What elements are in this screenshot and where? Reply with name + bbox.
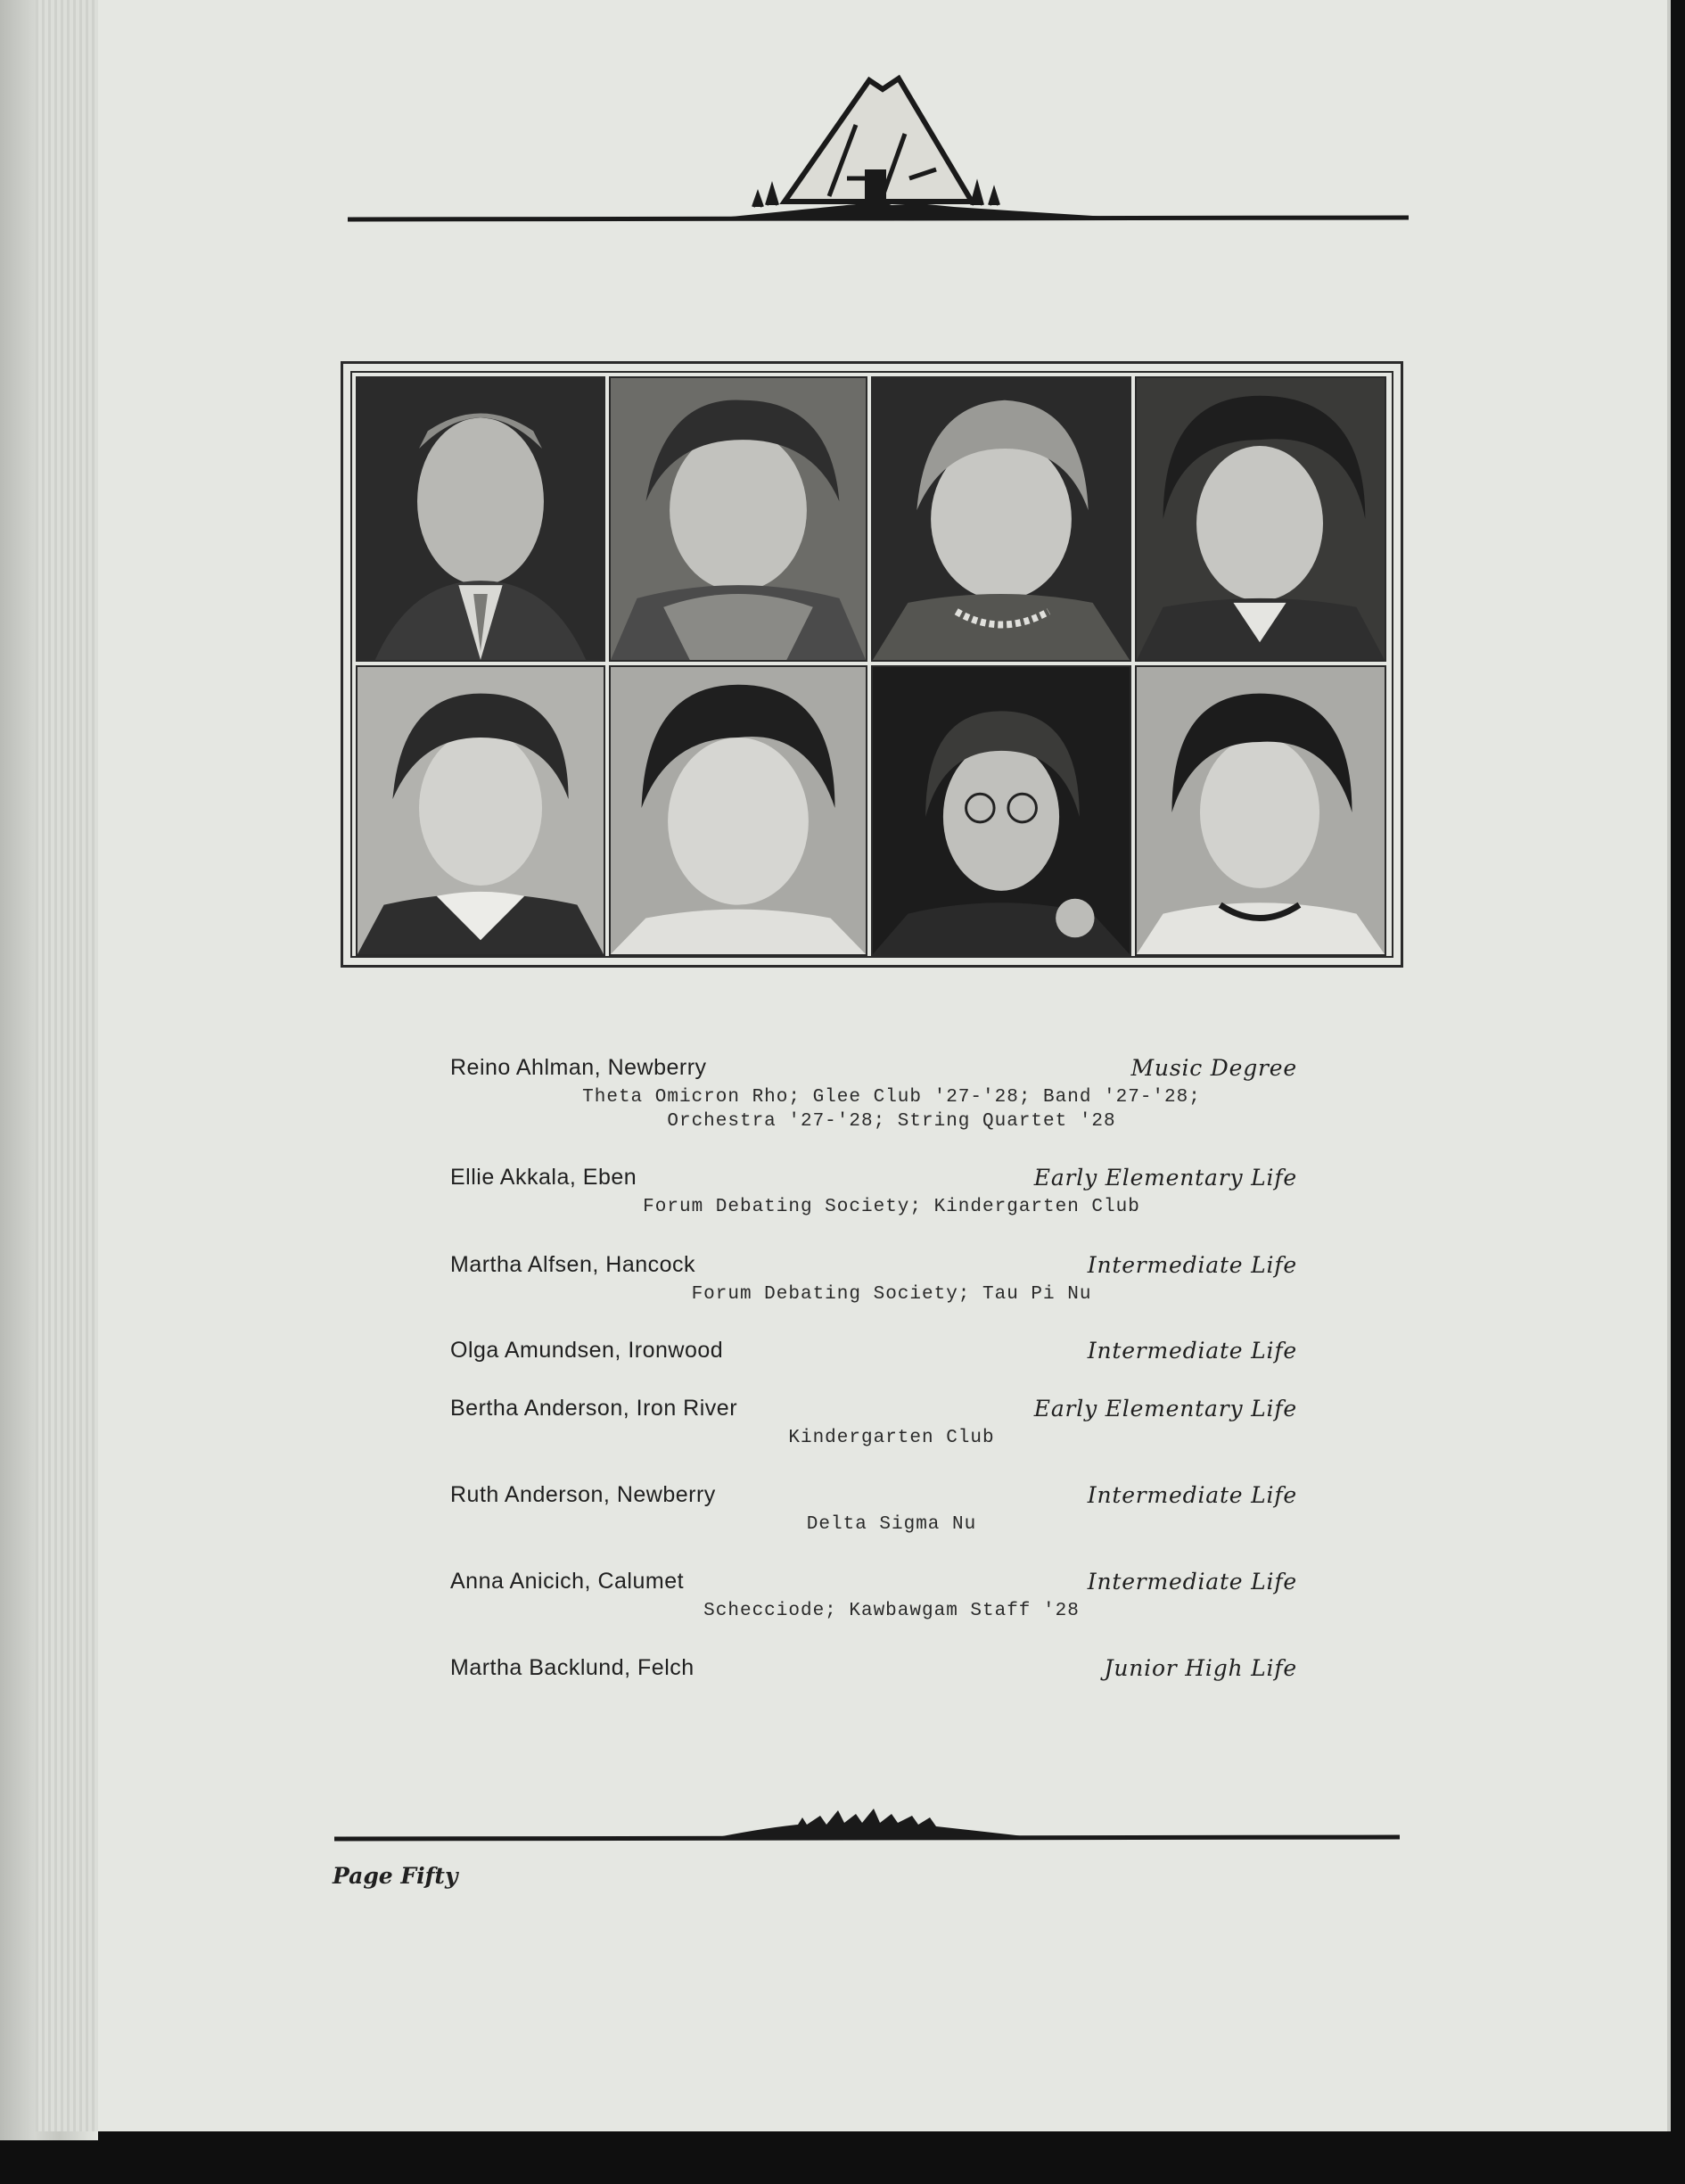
degree-label: Intermediate Life: [1087, 1482, 1297, 1508]
degree-label: Intermediate Life: [1087, 1569, 1297, 1595]
activities-line: Orchestra '27-'28; String Quartet '28: [667, 1111, 1116, 1132]
activities-line: Delta Sigma Nu: [806, 1514, 977, 1535]
entry-reino-ahlman: [450, 1055, 1297, 1133]
degree-label: Intermediate Life: [1087, 1252, 1297, 1278]
portrait-martha-alfsen: [871, 376, 1131, 662]
student-name-hometown: Bertha Anderson, Iron River: [450, 1396, 738, 1421]
entry-ellie-akkala: [450, 1165, 1297, 1219]
portrait-ruth-anderson: [609, 665, 867, 956]
entry-olga-amundsen: [450, 1338, 1297, 1368]
degree-label: Junior High Life: [1104, 1655, 1297, 1681]
portrait-grid: [341, 361, 1403, 968]
portrait-martha-backlund: [1135, 665, 1386, 956]
treeline-ornament: [334, 1793, 1400, 1846]
portrait-anna-anicich: [871, 665, 1131, 956]
activities-line: Forum Debating Society; Tau Pi Nu: [691, 1284, 1092, 1305]
entry-martha-backlund: [450, 1655, 1297, 1685]
entry-martha-alfsen: [450, 1252, 1297, 1306]
activities-line: Forum Debating Society; Kindergarten Club: [643, 1197, 1140, 1217]
student-name-hometown: Ellie Akkala, Eben: [450, 1165, 637, 1190]
degree-label: Early Elementary Life: [1033, 1165, 1297, 1191]
activities-line: Kindergarten Club: [788, 1428, 995, 1448]
student-name-hometown: Olga Amundsen, Ironwood: [450, 1338, 724, 1363]
portrait-olga-amundsen: [1135, 376, 1386, 662]
student-name-hometown: Reino Ahlman, Newberry: [450, 1055, 707, 1080]
student-name-hometown: Anna Anicich, Calumet: [450, 1569, 685, 1594]
student-name-hometown: Ruth Anderson, Newberry: [450, 1482, 716, 1507]
degree-label: Music Degree: [1130, 1055, 1297, 1081]
page-number-label: Page Fifty: [333, 1863, 458, 1889]
stacked-page-edges: [36, 0, 98, 2131]
student-name-hometown: Martha Alfsen, Hancock: [450, 1252, 696, 1277]
degree-label: Intermediate Life: [1087, 1338, 1297, 1364]
activities-line: Schecciode; Kawbawgam Staff '28: [703, 1601, 1080, 1621]
activities-line: Theta Omicron Rho; Glee Club '27-'28; Band '27-'28;: [582, 1087, 1201, 1108]
portrait-reino-ahlman: [356, 376, 605, 662]
teepee-ornament: [348, 71, 1409, 232]
portrait-ellie-akkala: [609, 376, 867, 662]
entry-anna-anicich: [450, 1569, 1297, 1623]
portrait-bertha-anderson: [356, 665, 605, 956]
entry-ruth-anderson: [450, 1482, 1297, 1537]
degree-label: Early Elementary Life: [1033, 1396, 1297, 1422]
student-name-hometown: Martha Backlund, Felch: [450, 1655, 695, 1680]
entry-bertha-anderson: [450, 1396, 1297, 1450]
